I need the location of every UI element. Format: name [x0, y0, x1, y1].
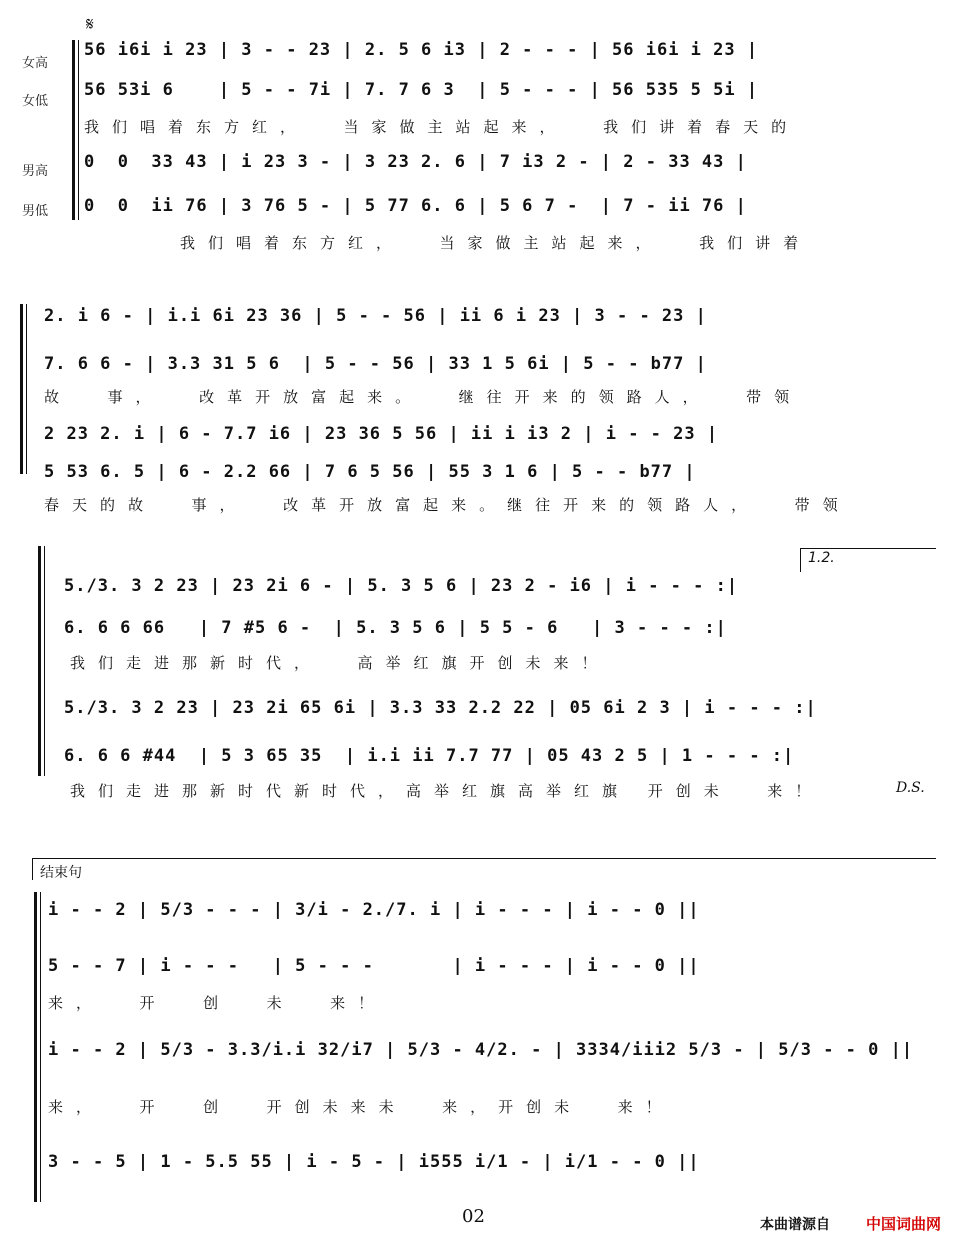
- staff-soprano: 2. i 6 - | i.i 6i 23 36 | 5 - - 56 | ii 6 i 23 | 3 - - 23 |: [44, 306, 707, 326]
- staff-soprano: 5./3. 3 2 23 | 23 2i 6 - | 5. 3 5 6 | 23 2 - i6 | i - - - :|: [64, 576, 739, 596]
- staff-alto: 5 - - 7 | i - - - | 5 - - - | i - - - | i - - 0 ||: [48, 956, 700, 976]
- staff-alto: 56 53i 6 | 5 - - 7i | 7. 7 6 3 | 5 - - - | 56 535 5 5i |: [84, 80, 759, 100]
- voice-label-alto: 女低: [22, 94, 49, 109]
- coda-label: 结束句: [40, 865, 82, 881]
- staff-tenor: 2 23 2. i | 6 - 7.7 i6 | 23 36 5 56 | ii i i3 2 | i - - 23 |: [44, 424, 719, 444]
- coda-line: [32, 858, 936, 859]
- lyric-line-women: 我们走进那新时代， 高举红旗开创未来！: [70, 654, 610, 672]
- volta-label: 1.2.: [808, 550, 835, 566]
- lyric-line-men: 春天的故 事， 改革开放富起来。继往开来的领路人， 带领: [44, 496, 851, 514]
- voice-label-bass: 男低: [22, 204, 49, 219]
- lyric-line-women: 我们唱着东方红， 当家做主站起来， 我们讲着春天的: [84, 118, 800, 136]
- page-number: 02: [462, 1206, 485, 1227]
- staff-tenor: 0 0 33 43 | i 23 3 - | 3 23 2. 6 | 7 i3 2 - | 2 - 33 43 |: [84, 152, 747, 172]
- lyric-line-men: 我们唱着东方红， 当家做主站起来， 我们讲着: [180, 234, 812, 252]
- staff-alto: 6. 6 6 66 | 7 #5 6 - | 5. 3 5 6 | 5 5 - 6 | 3 - - - :|: [64, 618, 727, 638]
- dal-segno-mark: D.S.: [896, 780, 925, 796]
- lyric-line-men: 来， 开 创 开创未来未 来，开创未 来！: [48, 1098, 674, 1116]
- source-label: 本曲谱源自: [760, 1217, 830, 1233]
- staff-tenor: i - - 2 | 5/3 - 3.3/i.i 32/i7 | 5/3 - 4/2. - | 3334/iii2 5/3 - | 5/3 - - 0 ||: [48, 1040, 914, 1060]
- lyric-line-women: 来， 开 创 未 来！: [48, 994, 387, 1012]
- staff-bass: 5 53 6. 5 | 6 - 2.2 66 | 7 6 5 56 | 55 3 1 6 | 5 - - b77 |: [44, 462, 696, 482]
- staff-bass: 3 - - 5 | 1 - 5.5 55 | i - 5 - | i555 i/1 - | i/1 - - 0 ||: [48, 1152, 700, 1172]
- staff-soprano: i - - 2 | 5/3 - - - | 3/i - 2./7. i | i - - - | i - - 0 ||: [48, 900, 700, 920]
- site-brand: 中国词曲网: [866, 1215, 942, 1233]
- volta-line: [800, 548, 936, 549]
- lyric-line-men: 我们走进那新时代新时代，高举红旗高举红旗 开创未 来！: [70, 782, 824, 800]
- volta-hook: [800, 548, 801, 572]
- lyric-line-women: 故 事， 改革开放富起来。 继往开来的领路人， 带领: [44, 388, 803, 406]
- voice-label-soprano: 女高: [22, 56, 49, 71]
- coda-hook: [32, 858, 33, 880]
- staff-soprano: 56 i6i i 23 | 3 - - 23 | 2. 5 6 i3 | 2 - - - | 56 i6i i 23 |: [84, 40, 759, 60]
- staff-tenor: 5./3. 3 2 23 | 23 2i 65 6i | 3.3 33 2.2 22 | 05 6i 2 3 | i - - - :|: [64, 698, 817, 718]
- staff-bass: 6. 6 6 #44 | 5 3 65 35 | i.i ii 7.7 77 | 05 43 2 5 | 1 - - - :|: [64, 746, 795, 766]
- staff-bass: 0 0 ii 76 | 3 76 5 - | 5 77 6. 6 | 5 6 7 - | 7 - ii 76 |: [84, 196, 747, 216]
- segno-sign: 𝄋: [86, 14, 94, 35]
- staff-alto: 7. 6 6 - | 3.3 31 5 6 | 5 - - 56 | 33 1 5 6i | 5 - - b77 |: [44, 354, 707, 374]
- voice-label-tenor: 男高: [22, 164, 49, 179]
